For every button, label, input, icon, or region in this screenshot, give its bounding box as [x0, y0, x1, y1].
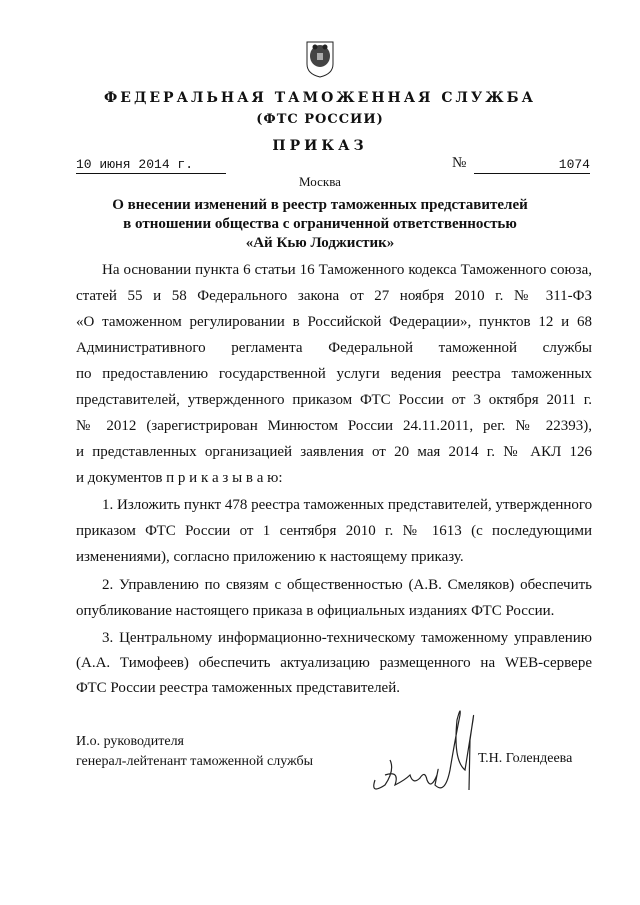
- text-line: 1. Изложить пункт 478 реестра таможенных представителей, утвержденного: [102, 497, 593, 513]
- position-line: генерал-лейтенант таможенной службы: [76, 754, 314, 769]
- org-name: ФЕДЕРАЛЬНАЯ ТАМОЖЕННАЯ СЛУЖБА: [103, 90, 537, 106]
- title-line: О внесении изменений в реестр таможенных представителей: [112, 197, 528, 213]
- order-title: [0, 196, 640, 253]
- item-3: [76, 626, 592, 701]
- text-line: изменениями), согласно приложению к настоящему приказу.: [76, 549, 464, 565]
- city: Москва: [299, 174, 341, 189]
- item-2: [76, 572, 592, 624]
- text-line: приказом ФТС России от 1 сентября 2010 г. № 1613 (с последующими: [76, 523, 592, 539]
- text-line: по предоставлению государственной услуги ведения реестра таможенных: [76, 366, 592, 382]
- order-number: 1074: [474, 157, 590, 174]
- text-line: и документов п р и к а з ы в а ю:: [76, 470, 283, 486]
- text-line: и представленных организацией заявления от 20 мая 2014 г. № АКЛ 126: [76, 444, 592, 460]
- text-line: 2. Управлению по связям с общественностью (А.В. Смеляков) обеспечить: [102, 577, 592, 593]
- item-1: [76, 492, 592, 570]
- position-line: И.о. руководителя: [76, 734, 185, 749]
- preamble-paragraph: [76, 257, 592, 491]
- org-short-name: (ФТС РОССИИ): [256, 112, 384, 127]
- handwritten-signature: [365, 700, 485, 800]
- coat-of-arms-emblem: [305, 38, 335, 78]
- title-line: в отношении общества с ограниченной ответственностью: [123, 216, 517, 232]
- text-line: На основании пункта 6 статьи 16 Таможенного кодекса Таможенного союза,: [102, 262, 592, 278]
- doc-type: ПРИКАЗ: [272, 138, 368, 154]
- text-line: ФТС России реестра таможенных представителей.: [76, 680, 400, 696]
- signatory-position: [76, 732, 313, 772]
- order-date: 10 июня 2014 г.: [76, 157, 226, 174]
- text-line: (А.А. Тимофеев) обеспечить актуализацию размещенного на WEB-сервере: [76, 655, 592, 671]
- text-line: опубликование настоящего приказа в официальных изданиях ФТС России.: [76, 603, 555, 619]
- signatory-name: Т.Н. Голендеева: [478, 751, 573, 766]
- text-line: статей 55 и 58 Федерального закона от 27 ноября 2010 г. № 311-ФЗ: [76, 288, 592, 304]
- number-label: №: [452, 155, 467, 171]
- text-line: 3. Центральному информационно-техническому таможенному управлению: [102, 630, 592, 646]
- text-line: представителей, утвержденного приказом ФТС России от 3 октября 2011 г.: [76, 392, 592, 408]
- text-line: Административного регламента Федеральной таможенной службы: [76, 340, 592, 356]
- text-line: «О таможенном регулировании в Российской Федерации», пунктов 12 и 68: [76, 314, 592, 330]
- text-line: № 2012 (зарегистрирован Минюстом России 24.11.2011, рег. № 22393),: [76, 418, 592, 434]
- title-line: «Ай Кью Лоджистик»: [245, 235, 395, 251]
